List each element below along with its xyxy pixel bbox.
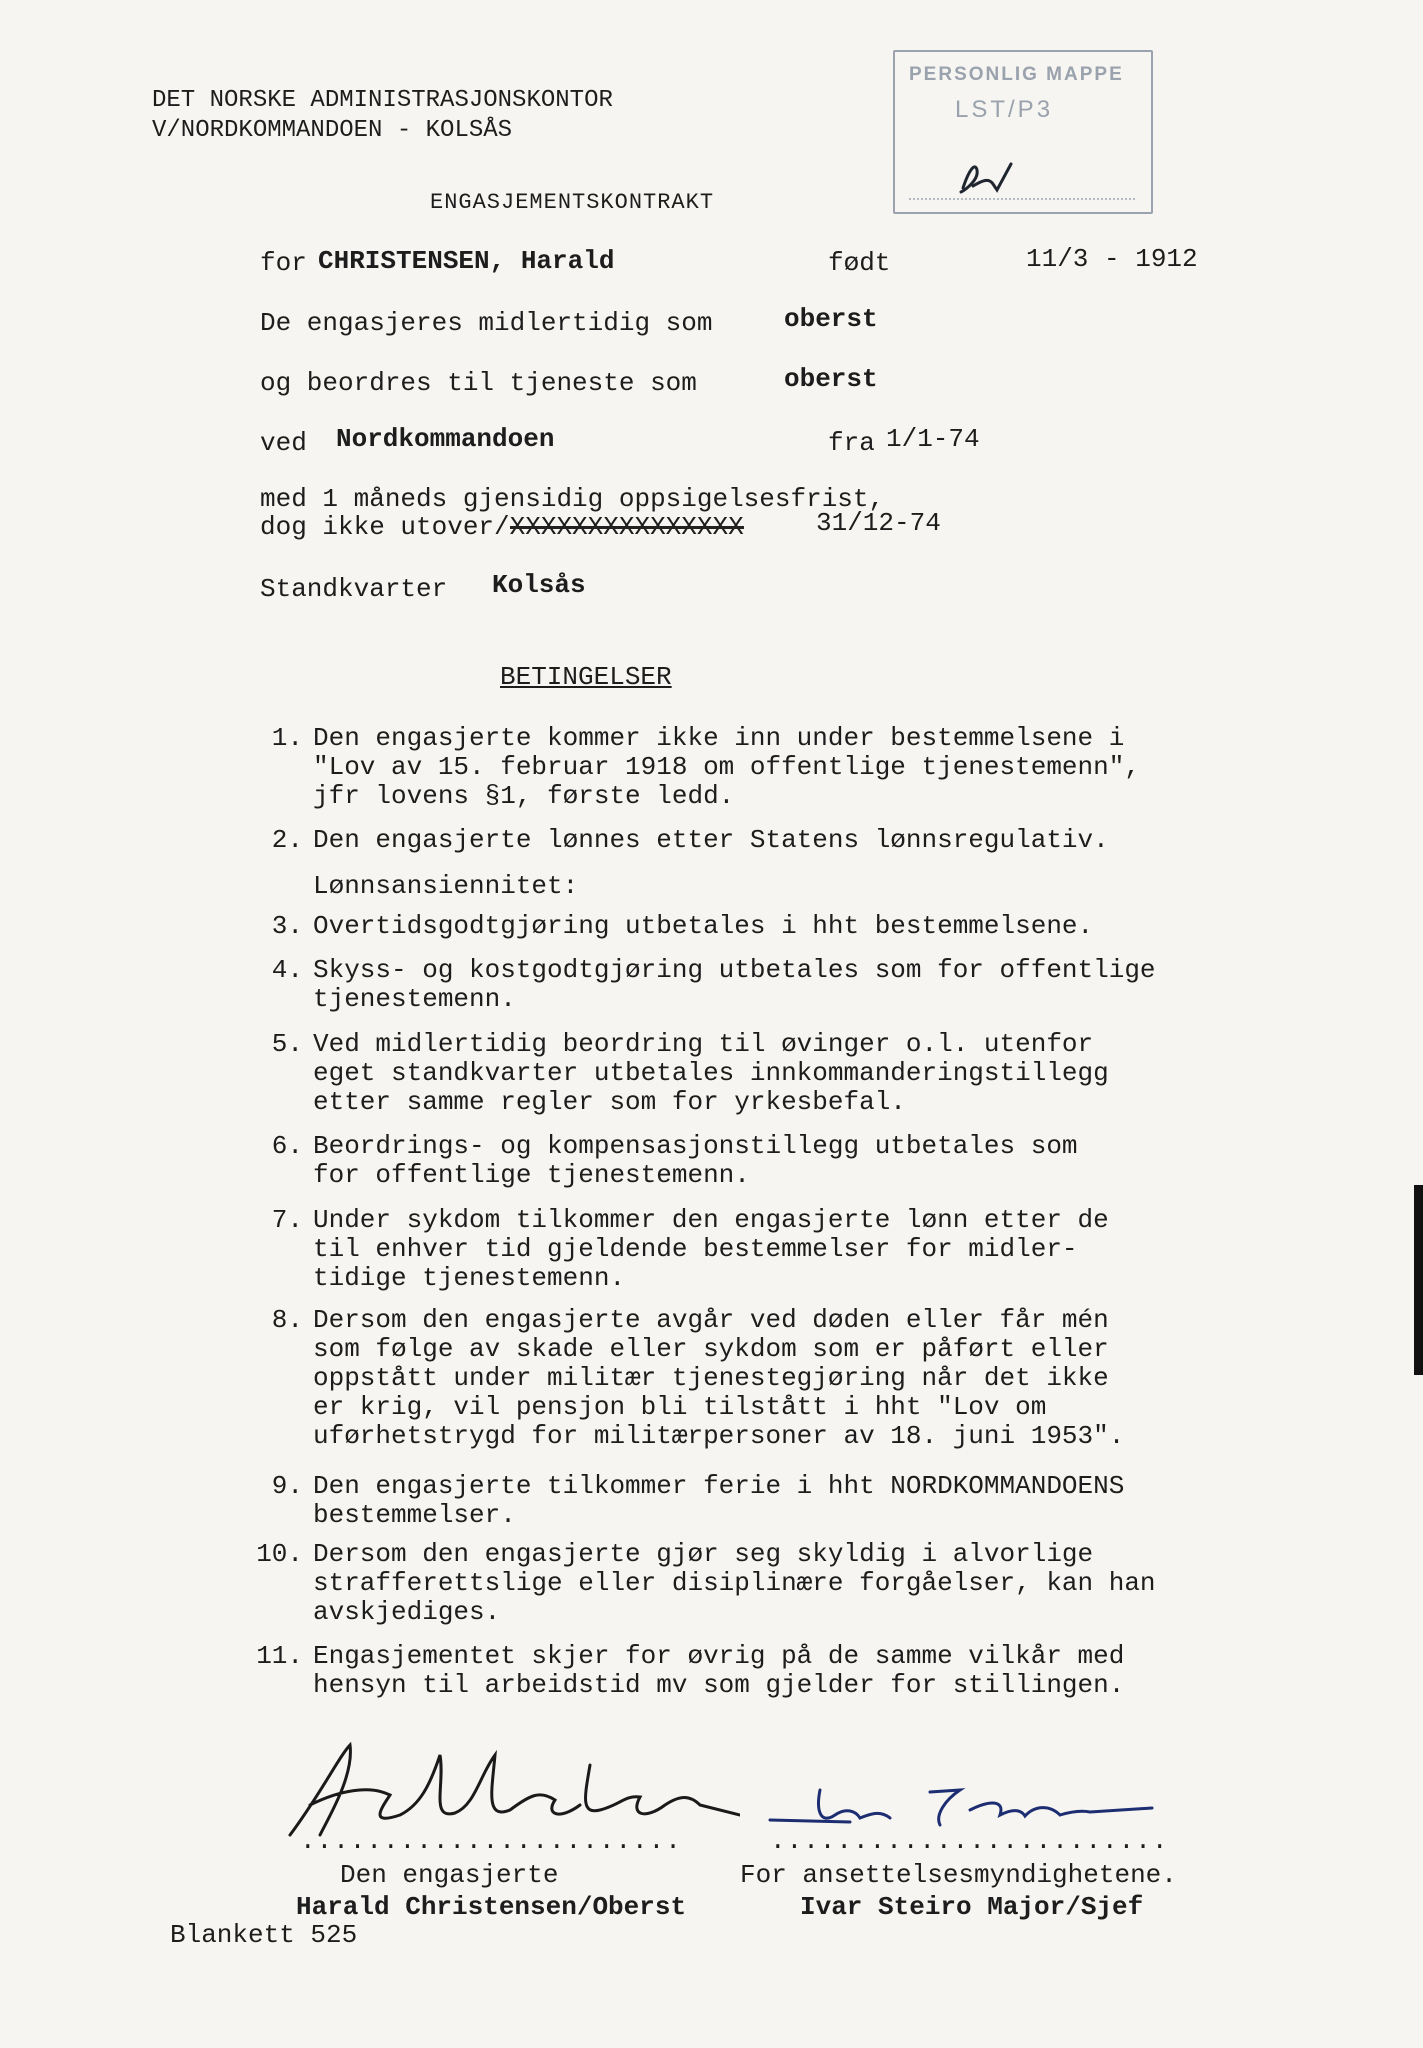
condition-line: som følge av skade eller sykdom som er påført eller	[313, 1334, 1109, 1364]
personnel-file-stamp	[893, 50, 1153, 214]
condition-item	[245, 724, 1265, 811]
signature-line-right: ........................	[770, 1826, 1169, 1856]
condition-line: Lønnsansiennitet:	[313, 871, 579, 901]
stamp-line1: PERSONLIG MAPPE	[909, 64, 1124, 85]
condition-item	[245, 1132, 1265, 1190]
condition-item	[245, 1472, 1265, 1530]
from-date: 1/1-74	[886, 424, 980, 454]
condition-item	[245, 1030, 1265, 1117]
condition-line: strafferettslige eller disiplinære forgåelser, kan han	[313, 1568, 1156, 1598]
condition-line: etter samme regler som for yrkesbefal.	[313, 1087, 906, 1117]
condition-line: jfr lovens §1, første ledd.	[313, 781, 735, 811]
until-date: 31/12-74	[816, 508, 941, 538]
condition-line: Skyss- og kostgodtgjøring utbetales som for offentlige	[313, 955, 1156, 985]
condition-line: er krig, vil pensjon bli tilstått i hht "Lov om	[313, 1392, 1047, 1422]
office-name-line2: V/NORDKOMMANDOEN - KOLSÅS	[152, 117, 513, 144]
condition-line: oppstått under militær tjenestegjøring når det ikke	[313, 1363, 1109, 1393]
condition-number: 2.	[271, 825, 303, 855]
conditions-heading: BETINGELSER	[500, 662, 672, 692]
condition-line: for offentlige tjenestemenn.	[313, 1160, 750, 1190]
condition-line: Dersom den engasjerte avgår ved døden eller får mén	[313, 1305, 1109, 1335]
condition-line: bestemmelser.	[313, 1500, 516, 1530]
signature-caption-left: Den engasjerte	[340, 1860, 559, 1890]
condition-line: Den engasjerte tilkommer ferie i hht NORDKOMMANDOENS	[313, 1471, 1125, 1501]
person-name: CHRISTENSEN, Harald	[318, 246, 615, 276]
condition-item	[245, 912, 1265, 941]
condition-number: 3.	[271, 911, 303, 941]
condition-line: Ved midlertidig beordring til øvinger o.l. utenfor	[313, 1029, 1094, 1059]
condition-line: tidige tjenestemenn.	[313, 1263, 626, 1293]
hq-label: Standkvarter	[260, 574, 448, 604]
born-label: født	[828, 248, 891, 278]
condition-number: 9.	[271, 1471, 303, 1501]
unit-name: Nordkommandoen	[336, 424, 555, 454]
condition-line: hensyn til arbeidstid mv som gjelder for stillingen.	[313, 1670, 1125, 1700]
form-number: Blankett 525	[170, 1920, 358, 1950]
condition-line: Beordrings- og kompensasjonstillegg utbetales som	[313, 1131, 1078, 1161]
condition-line: tjenestemenn.	[313, 984, 516, 1014]
condition-line: Overtidsgodtgjøring utbetales i hht bestemmelsene.	[313, 911, 1094, 941]
condition-item	[245, 1642, 1265, 1700]
signer-right-name: Ivar Steiro Major/Sjef	[800, 1892, 1144, 1922]
struck-out-text: XXXXXXXXXXXXXXX	[509, 512, 744, 542]
notice-line2	[260, 512, 744, 542]
condition-line: "Lov av 15. februar 1918 om offentlige tjenestemenn",	[313, 752, 1140, 782]
engaged-label: De engasjeres midlertidig som	[260, 308, 713, 338]
condition-line: eget standkvarter utbetales innkommanderingstillegg	[313, 1058, 1109, 1088]
document-title: ENGASJEMENTSKONTRAKT	[430, 190, 715, 215]
from-label: fra	[828, 428, 875, 458]
condition-number: 4.	[271, 955, 303, 985]
unit-label: ved	[260, 428, 307, 458]
condition-line: Under sykdom tilkommer den engasjerte lønn etter de	[313, 1205, 1109, 1235]
office-name-line1: DET NORSKE ADMINISTRASJONSKONTOR	[152, 87, 613, 114]
stamp-initials-icon	[955, 150, 1035, 200]
engaged-rank: oberst	[784, 304, 878, 334]
condition-item	[245, 1306, 1265, 1451]
condition-number: 10.	[256, 1539, 303, 1569]
signature-caption-right: For ansettelsesmyndighetene.	[740, 1860, 1177, 1890]
condition-line: Engasjementet skjer for øvrig på de samme vilkår med	[313, 1641, 1125, 1671]
stamp-line2: LST/P3	[955, 96, 1054, 123]
condition-line: uførhetstrygd for militærpersoner av 18. juni 1953".	[313, 1421, 1125, 1451]
condition-item	[245, 826, 1265, 855]
for-label: for	[260, 248, 307, 278]
condition-item	[245, 1206, 1265, 1293]
notice-line1: med 1 måneds gjensidig oppsigelsesfrist,	[260, 484, 885, 514]
notice-line2-text: dog ikke utover/	[260, 512, 510, 542]
condition-line: til enhver tid gjeldende bestemmelser for midler-	[313, 1234, 1078, 1264]
condition-number: 7.	[271, 1205, 303, 1235]
signer-left-name: Harald Christensen/Oberst	[296, 1892, 687, 1922]
condition-line: Den engasjerte kommer ikke inn under bestemmelsene i	[313, 723, 1125, 753]
ordered-label: og beordres til tjeneste som	[260, 368, 697, 398]
condition-number: 8.	[271, 1305, 303, 1335]
condition-number: 1.	[271, 723, 303, 753]
condition-item	[245, 872, 1265, 901]
signature-line-left: .......................	[300, 1826, 682, 1856]
condition-item	[245, 1540, 1265, 1627]
condition-number: 11.	[256, 1641, 303, 1671]
condition-line: avskjediges.	[313, 1597, 501, 1627]
hq-name: Kolsås	[492, 570, 586, 600]
edge-mark	[1414, 1185, 1423, 1375]
condition-line: Dersom den engasjerte gjør seg skyldig i alvorlige	[313, 1539, 1094, 1569]
condition-item	[245, 956, 1265, 1014]
condition-number: 5.	[271, 1029, 303, 1059]
stamp-dotted-line	[909, 198, 1135, 200]
ordered-rank: oberst	[784, 364, 878, 394]
condition-line: Den engasjerte lønnes etter Statens lønnsregulativ.	[313, 825, 1109, 855]
condition-number: 6.	[271, 1131, 303, 1161]
born-date: 11/3 - 1912	[1026, 244, 1198, 274]
